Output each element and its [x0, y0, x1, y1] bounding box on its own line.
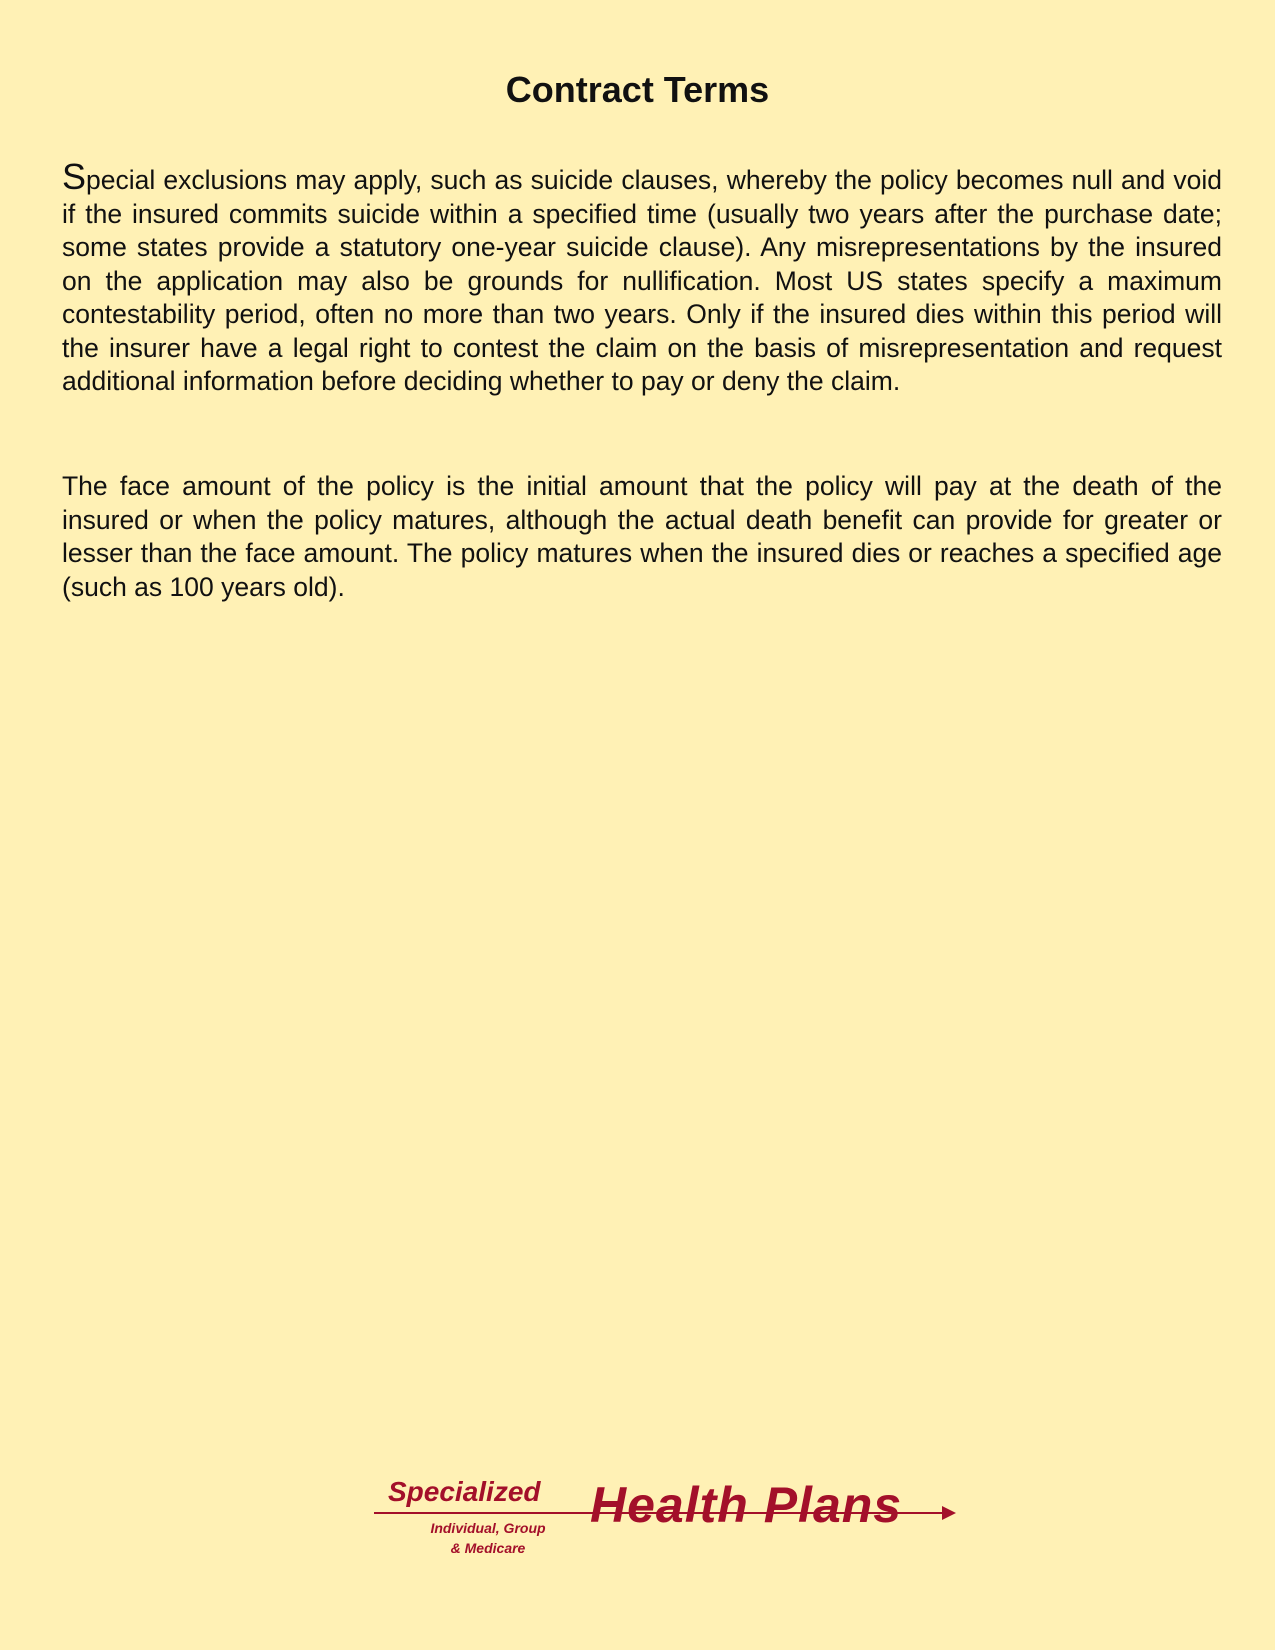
logo-arrow-icon	[942, 1506, 956, 1520]
logo-specialized-text: Specialized	[388, 1476, 541, 1507]
paragraph-text: pecial exclusions may apply, such as suicide clauses, whereby the policy becomes null and void if the insured commits suicide within a specified time (usually two years after the purchase date; some states provide a statutory one-year suicide clause). Any misrepresentations by the insured on the application may also be grounds for nullification. Most US states specify a maximum contestability period, often no more than two years. Only if the insured dies within this period will the insurer have a legal right to contest the claim on the basis of misrepresentation and request additional information before deciding whether to pay or deny the claim.	[62, 165, 1222, 396]
logo-subtitle-line-1: Individual, Group	[430, 1520, 546, 1536]
specialized-health-plans-logo	[370, 1470, 970, 1580]
body-paragraph-face-amount: The face amount of the policy is the initial amount that the policy will pay at the death of the insured or when the policy matures, although the actual death benefit can provide for greater or lesser than the face amount. The policy matures when the insured dies or reaches a specified age (such as 100 years old).	[62, 471, 1222, 602]
paragraph-initial-letter: S	[62, 156, 87, 197]
logo-subtitle-line-2: & Medicare	[450, 1540, 526, 1556]
logo-subtitle	[418, 1518, 558, 1558]
page-title: Contract Terms	[505, 69, 770, 110]
logo-health-plans-text: Health Plans	[590, 1477, 903, 1533]
body-paragraph-suicide-clause	[62, 156, 1222, 399]
